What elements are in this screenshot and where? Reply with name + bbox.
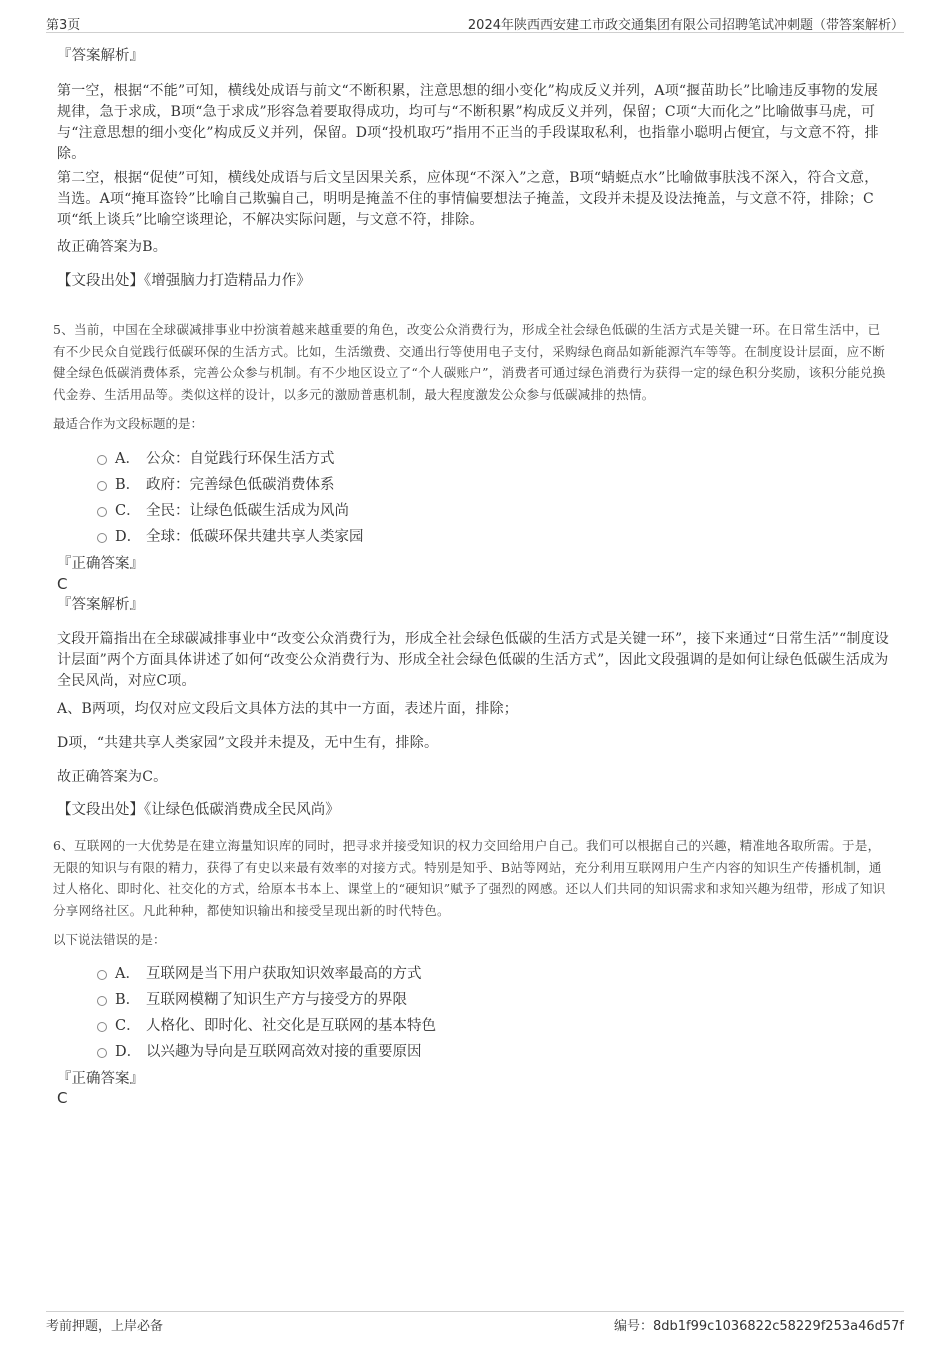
radio-icon[interactable] bbox=[97, 533, 107, 543]
question-5-options bbox=[57, 446, 364, 550]
radio-icon[interactable] bbox=[97, 1048, 107, 1058]
correct-answer: C bbox=[57, 1089, 68, 1107]
option-a[interactable]: A． 互联网是当下用户获取知识效率最高的方式 bbox=[97, 961, 436, 987]
option-d[interactable]: D． 以兴趣为导向是互联网高效对接的重要原因 bbox=[97, 1039, 436, 1065]
radio-icon[interactable] bbox=[97, 996, 107, 1006]
source-citation: 【文段出处】《让绿色低碳消费成全民风尚》 bbox=[57, 802, 340, 818]
page-header bbox=[46, 12, 904, 33]
document-serial-number: 编号：8db1f99c1036822c58229f253a46d57f bbox=[614, 1319, 904, 1334]
page-number: 第3页 bbox=[46, 18, 81, 33]
correct-answer: C bbox=[57, 575, 68, 593]
question-6-prompt: 以下说法错误的是： bbox=[53, 932, 166, 947]
question-6-text: 6、互联网的一大优势是在建立海量知识库的同时，把寻求并接受知识的权力交回给用户自己。我们可以根据自己的兴趣，精准地各取所需。于是，无限的知识与有限的精力，获得了有史以来最有效率的对接方式。特别是知乎、B站等网站，充分利用互联网用户生产内容的知识生产传播机制，通过人格化、即时化、社交化的方式，给原本书本上、课堂上的“硬知识”赋予了强烈的网感。还以人们共同的知识需求和求知兴趣为纽带，形成了知识分享网络社区。凡此种种，都使知识输出和接受呈现出新的时代特色。 bbox=[53, 838, 886, 918]
option-c[interactable]: C． 全民：让绿色低碳生活成为风尚 bbox=[97, 498, 364, 524]
option-c[interactable]: C． 人格化、即时化、社交化是互联网的基本特色 bbox=[97, 1013, 436, 1039]
correct-answer-label: 『正确答案』 bbox=[57, 1071, 144, 1087]
question-5-text: 5、当前，中国在全球碳减排事业中扮演着越来越重要的角色，改变公众消费行为，形成全社会绿色低碳的生活方式是关键一环。在日常生活中，已有不少民众自觉践行低碳环保的生活方式。比如，生活缴费、交通出行等使用电子支付，采购绿色商品如新能源汽车等等。在制度设计层面，应不断健全绿色低碳消费体系，完善公众参与机制。有不少地区设立了“个人碳账户”，消费者可通过绿色消费行为获得一定的绿色积分奖励，该积分能兑换代金券、生活用品等。类似这样的设计，以多元的激励普惠机制，最大程度激发公众参与低碳减排的热情。 bbox=[53, 322, 886, 402]
answer-conclusion: 故正确答案为B。 bbox=[57, 239, 167, 255]
radio-icon[interactable] bbox=[97, 970, 107, 980]
correct-answer-label: 『正确答案』 bbox=[57, 556, 144, 572]
radio-icon[interactable] bbox=[97, 455, 107, 465]
answer-conclusion: 故正确答案为C。 bbox=[57, 769, 168, 785]
analysis-paragraph: D项，“共建共享人类家园”文段并未提及，无中生有，排除。 bbox=[57, 735, 439, 751]
question-6-options bbox=[57, 961, 436, 1065]
analysis-paragraph: 第二空，根据“促使”可知，横线处成语与后文呈因果关系，应体现“不深入”之意，B项“蜻蜓点水”比喻做事肤浅不深入，符合文意，当选。A项“掩耳盗铃”比喻自己欺骗自己，明明是掩盖不住的事情偏要想法子掩盖，文段并未提及设法掩盖，与文意不符，排除；C项“纸上谈兵”比喻空谈理论，不解决实际问题，与文意不符，排除。 bbox=[57, 170, 879, 228]
question-5-prompt: 最适合作为文段标题的是： bbox=[53, 416, 204, 431]
footer-slogan: 考前押题，上岸必备 bbox=[46, 1319, 164, 1334]
source-citation: 【文段出处】《增强脑力打造精品力作》 bbox=[57, 273, 311, 289]
option-d[interactable]: D． 全球：低碳环保共建共享人类家园 bbox=[97, 524, 364, 550]
analysis-label: 『答案解析』 bbox=[57, 48, 144, 64]
radio-icon[interactable] bbox=[97, 507, 107, 517]
page-footer bbox=[46, 1311, 904, 1332]
option-b[interactable]: B． 互联网模糊了知识生产方与接受方的界限 bbox=[97, 987, 436, 1013]
option-b[interactable]: B． 政府：完善绿色低碳消费体系 bbox=[97, 472, 364, 498]
analysis-label: 『答案解析』 bbox=[57, 597, 144, 613]
analysis-paragraph: A、B两项，均仅对应文段后文具体方法的其中一方面，表述片面，排除； bbox=[57, 701, 518, 717]
radio-icon[interactable] bbox=[97, 1022, 107, 1032]
document-title: 2024年陕西西安建工市政交通集团有限公司招聘笔试冲刺题（带答案解析） bbox=[467, 18, 904, 33]
analysis-paragraph: 第一空，根据“不能”可知，横线处成语与前文“不断积累，注意思想的细小变化”构成反义并列，A项“揠苗助长”比喻违反事物的发展规律，急于求成，B项“急于求成”形容急着要取得成功，均可与“不断积累”构成反义并列，保留；C项“大而化之”比喻做事马虎，可与“注意思想的细小变化”构成反义并列，保留。D项“投机取巧”指用不正当的手段谋取私利，也指靠小聪明占便宜，与文意不符，排除。 bbox=[57, 83, 879, 162]
radio-icon[interactable] bbox=[97, 481, 107, 491]
analysis-paragraph: 文段开篇指出在全球碳减排事业中“改变公众消费行为，形成全社会绿色低碳的生活方式是关键一环”，接下来通过“日常生活”“制度设计层面”两个方面具体讲述了如何“改变公众消费行为、形成全社会绿色低碳的生活方式”，因此文段强调的是如何让绿色低碳生活成为全民风尚，对应C项。 bbox=[57, 631, 889, 689]
option-a[interactable]: A． 公众：自觉践行环保生活方式 bbox=[97, 446, 364, 472]
